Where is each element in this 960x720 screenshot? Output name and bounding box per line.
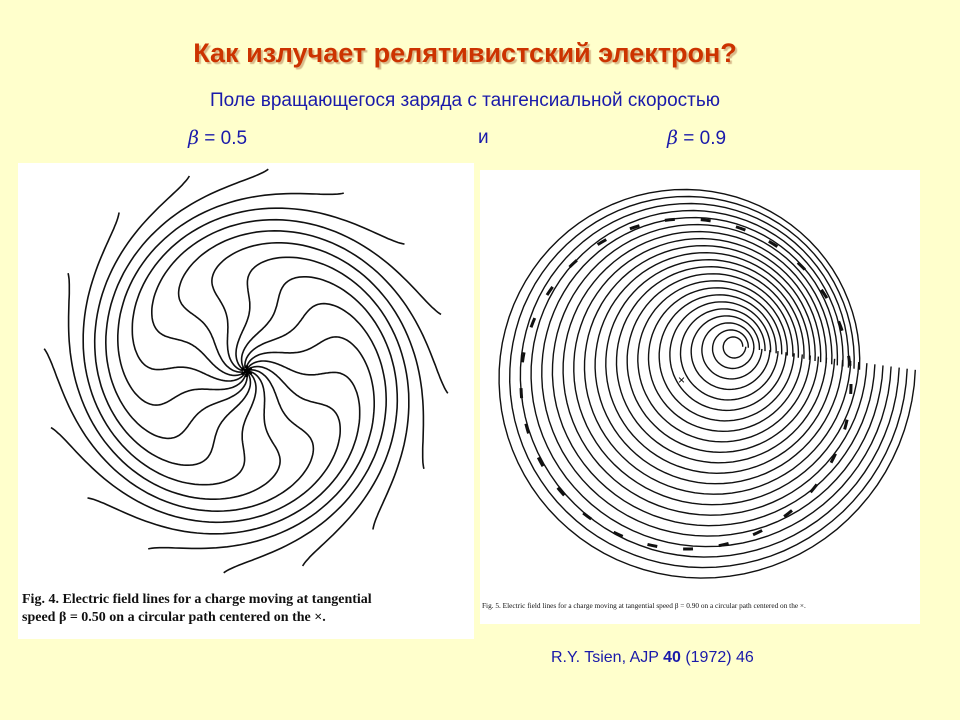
field-line bbox=[132, 208, 404, 381]
figure-5-field-lines bbox=[480, 170, 920, 600]
reference-volume: 40 bbox=[663, 649, 681, 666]
beta-symbol-left: β bbox=[188, 127, 199, 149]
figure-4-caption bbox=[22, 591, 472, 627]
field-line bbox=[236, 257, 409, 529]
slide-subtitle: Поле вращающегося заряда с тангенсиальной скоростью bbox=[210, 90, 720, 111]
figure-5-panel bbox=[480, 170, 920, 624]
field-line bbox=[83, 213, 256, 485]
field-line bbox=[68, 273, 280, 499]
field-line bbox=[118, 193, 344, 405]
beta-right-value: = 0.9 bbox=[677, 128, 727, 149]
reference-authors: R.Y. Tsien, AJP bbox=[551, 649, 664, 666]
figure-5-caption bbox=[482, 601, 918, 610]
reference-rest: (1972) 46 bbox=[680, 649, 754, 666]
figure-4-label: Fig. 4. bbox=[22, 592, 59, 607]
center-marker-icon: × bbox=[678, 373, 686, 387]
field-line bbox=[148, 337, 374, 549]
figure-4-panel bbox=[18, 163, 474, 639]
reference-citation bbox=[551, 649, 754, 667]
field-shell bbox=[499, 190, 915, 579]
figure-4-caption-line-1: Electric field lines for a charge moving at tangential bbox=[58, 592, 372, 607]
field-line bbox=[88, 361, 360, 534]
field-shell bbox=[713, 330, 754, 369]
slide-title: Как излучает релятивистский электрон? bbox=[193, 38, 737, 68]
beta-right-label bbox=[667, 127, 726, 150]
figure-4-caption-line-2: speed β = 0.50 on a circular path centered on the ×. bbox=[22, 610, 326, 625]
field-line bbox=[212, 243, 424, 469]
beta-symbol-right: β bbox=[667, 127, 678, 149]
figure-5-label: Fig. 5. bbox=[482, 601, 501, 610]
beta-left-value: = 0.5 bbox=[198, 128, 248, 149]
conjunction-label: и bbox=[478, 127, 489, 148]
field-shell bbox=[659, 295, 794, 421]
field-shell bbox=[585, 246, 851, 495]
beta-left-label bbox=[188, 127, 247, 150]
field-shell bbox=[723, 337, 746, 358]
charge-marker-icon: ✱ bbox=[240, 364, 254, 381]
figure-5-caption-text: Electric field lines for a charge moving at tangential speed β = 0.90 on a circular path centered on the ×. bbox=[500, 601, 806, 610]
figure-4-field-lines bbox=[18, 163, 474, 588]
field-shell bbox=[627, 274, 818, 453]
